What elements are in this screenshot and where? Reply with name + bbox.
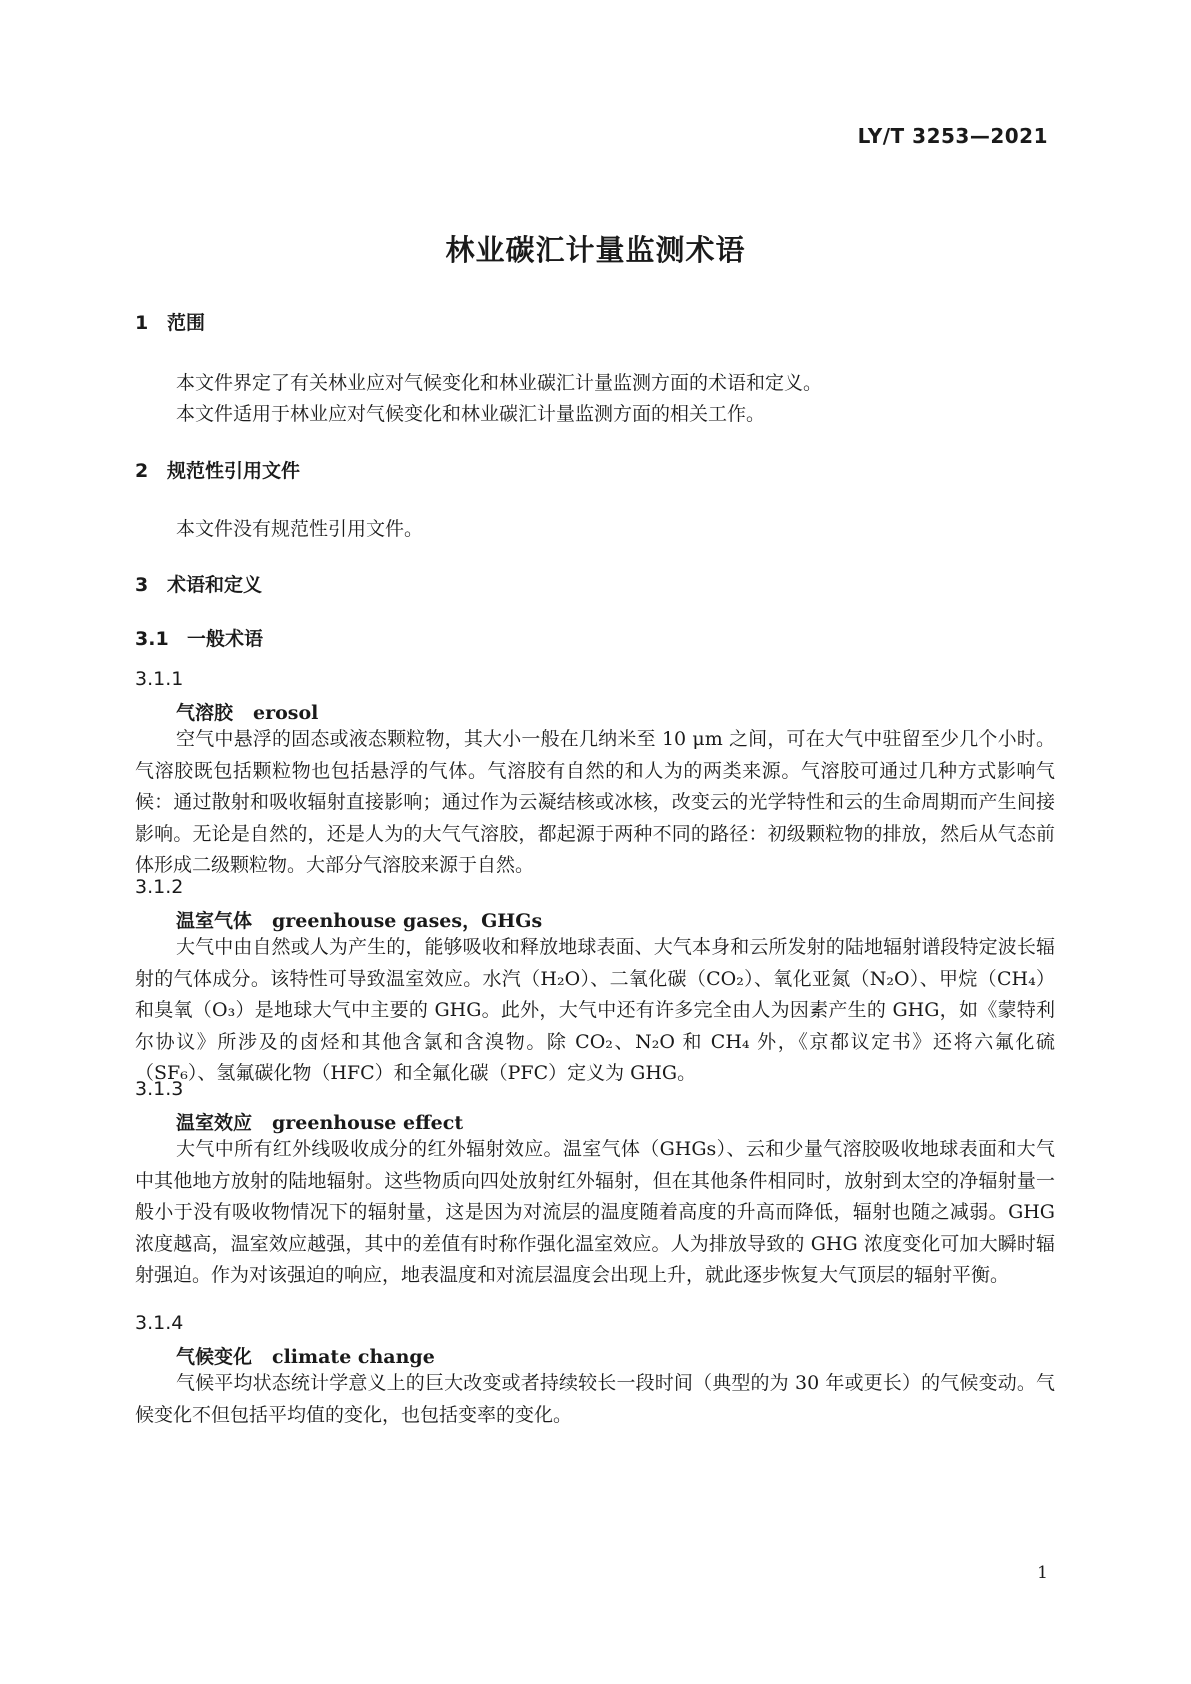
term-name-zh: 温室效应 — [176, 1112, 253, 1134]
term-name-en: climate change — [272, 1346, 435, 1368]
term-name — [176, 698, 318, 725]
document-title: 林业碳汇计量监测术语 — [445, 233, 746, 267]
section-heading-terms — [135, 570, 262, 597]
subsection-heading — [135, 624, 263, 651]
term-number: 3.1.1 — [135, 668, 184, 690]
term-definition: 大气中所有红外线吸收成分的红外辐射效应。温室气体（GHGs）、云和少量气溶胶吸收地球表面和大气中其他地方放射的陆地辐射。这些物质向四处放射红外辐射，但在其他条件相同时，放射到太空的净辐射量一般小于没有吸收物情况下的辐射量，这是因为对流层的温度随着高度的升高而降低，辐射也随之减弱。GHG 浓度越高，温室效应越强，其中的差值有时称作强化温室效应。人为排放导致的 GHG 浓度变化可加大瞬时辐射强迫。作为对该强迫的响应，地表温度和对流层温度会出现上升，就此逐步恢复大气顶层的辐射平衡。 — [135, 1138, 1055, 1286]
paragraph: 本文件适用于林业应对气候变化和林业碳汇计量监测方面的相关工作。 — [176, 403, 766, 425]
section-number: 1 — [135, 312, 149, 334]
term-number: 3.1.4 — [135, 1312, 184, 1334]
section-number: 3 — [135, 574, 149, 596]
section-heading-normative-references — [135, 456, 300, 483]
term-name-zh: 温室气体 — [176, 910, 253, 932]
term-name-en: erosol — [253, 702, 319, 724]
term-name-en: greenhouse effect — [272, 1112, 464, 1134]
section-title: 术语和定义 — [167, 574, 263, 596]
term-name — [176, 906, 542, 933]
term-name — [176, 1342, 435, 1369]
section-heading-scope — [135, 308, 205, 335]
section-title: 规范性引用文件 — [167, 460, 301, 482]
term-definition: 大气中由自然或人为产生的，能够吸收和释放地球表面、大气本身和云所发射的陆地辐射谱段特定波长辐射的气体成分。该特性可导致温室效应。水汽（H₂O）、二氧化碳（CO₂）、氧化亚氮（N₂O）、甲烷（CH₄）和臭氧（O₃）是地球大气中主要的 GHG。此外，大气中还有许多完全由人为因素产生的 GHG，如《蒙特利尔协议》所涉及的卤烃和其他含氯和含溴物。除 CO₂、N₂O 和 CH₄ 外，《京都议定书》还将六氟化硫（SF₆）、氢氟碳化物（HFC）和全氟化碳（PFC）定义为 GHG。 — [135, 936, 1055, 1084]
paragraph: 本文件没有规范性引用文件。 — [176, 518, 424, 540]
term-name-zh: 气溶胶 — [176, 702, 234, 724]
subsection-number: 3.1 — [135, 628, 169, 650]
term-name-zh: 气候变化 — [176, 1346, 253, 1368]
page-number: 1 — [1037, 1563, 1048, 1583]
term-definition: 空气中悬浮的固态或液态颗粒物，其大小一般在几纳米至 10 μm 之间，可在大气中驻留至少几个小时。气溶胶既包括颗粒物也包括悬浮的气体。气溶胶有自然的和人为的两类来源。气溶胶可通过几种方式影响气候：通过散射和吸收辐射直接影响；通过作为云凝结核或冰核，改变云的光学特性和云的生命周期而产生间接影响。无论是自然的，还是人为的大气气溶胶，都起源于两种不同的路径：初级颗粒物的排放，然后从气态前体形成二级颗粒物。大部分气溶胶来源于自然。 — [135, 728, 1055, 876]
standard-code: LY/T 3253—2021 — [857, 124, 1048, 148]
term-number: 3.1.3 — [135, 1078, 184, 1100]
section-number: 2 — [135, 460, 149, 482]
paragraph: 本文件界定了有关林业应对气候变化和林业碳汇计量监测方面的术语和定义。 — [176, 372, 823, 394]
term-name-en: greenhouse gases，GHGs — [272, 910, 543, 932]
term-name — [176, 1108, 463, 1135]
section-title: 范围 — [167, 312, 206, 334]
subsection-title: 一般术语 — [187, 628, 264, 650]
term-number: 3.1.2 — [135, 876, 184, 898]
term-definition: 气候平均状态统计学意义上的巨大改变或者持续较长一段时间（典型的为 30 年或更长）的气候变动。气候变化不但包括平均值的变化，也包括变率的变化。 — [135, 1372, 1055, 1426]
